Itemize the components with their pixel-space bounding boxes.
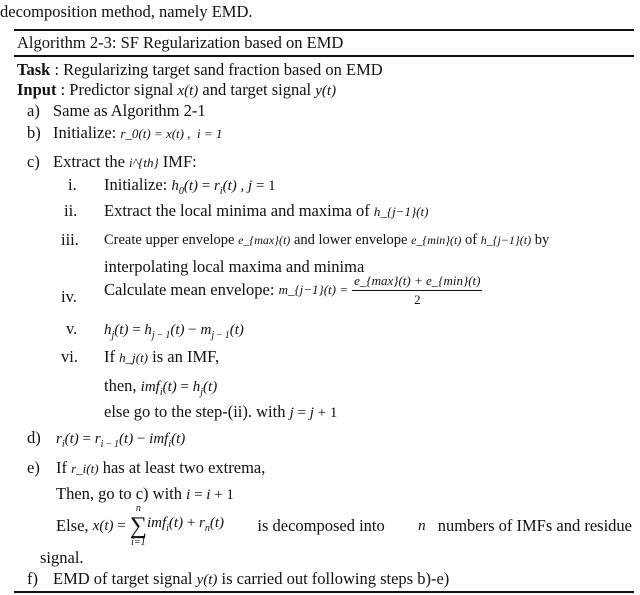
step-d — [56, 428, 185, 455]
step-marker: d) — [27, 428, 41, 447]
math-expr: r_0(t) = x(t) , i = 1 — [120, 126, 223, 141]
step-text: EMD of target signal — [53, 569, 197, 588]
step-c — [53, 152, 197, 173]
title-rule — [14, 55, 634, 57]
step-text: else go to the step-(ii). with — [104, 402, 290, 421]
step-c-ii — [104, 201, 428, 222]
input-text: : Predictor signal — [56, 80, 178, 99]
step-marker: e) — [27, 458, 40, 477]
step-marker: c) — [27, 152, 40, 171]
step-marker: ii. — [64, 201, 78, 220]
step-text: IMF: — [158, 152, 197, 171]
step-text: Extract the local minima and maxima of — [104, 201, 374, 220]
step-text: numbers of IMFs and residue — [433, 516, 632, 535]
summation-icon: n ∑ i=1 — [129, 503, 147, 548]
step-text: signal. — [40, 548, 84, 567]
math-expr: e_{max}(t) — [238, 233, 291, 247]
math-expr: j = j + 1 — [289, 405, 338, 421]
step-text: Initialize: — [53, 123, 121, 142]
step-marker: b) — [27, 123, 41, 142]
math-expr: $imf_i(t) + r_n(t)$ — [146, 515, 225, 534]
step-c-vi-else — [104, 402, 337, 423]
math-expr: r_i(t) — [71, 461, 99, 476]
sum-lower-limit: i=1 — [131, 537, 146, 548]
step-c-vi — [104, 347, 219, 368]
step-f — [53, 569, 449, 590]
table-bottom-rule — [14, 591, 634, 593]
step-text: is decomposed into — [253, 516, 389, 535]
step-b — [53, 123, 222, 144]
step-c-iii — [104, 230, 549, 250]
math-expr: $h_j(t) = h_{j - 1}(t) - m_{j - 1}(t)$ — [104, 322, 244, 341]
step-text: interpolating local maxima and minima — [104, 257, 365, 276]
math-expr: n — [418, 518, 426, 534]
input-text: and target signal — [198, 80, 316, 99]
math-expr: y(t) — [196, 572, 218, 588]
step-c-i — [104, 175, 276, 202]
step-text: If — [104, 347, 120, 366]
math-expr: $r_i(t) = r_{i - 1}(t) - imf_i(t)$ — [56, 431, 186, 450]
step-marker: iii. — [61, 230, 79, 249]
step-text: is carried out following steps b)-e) — [217, 569, 450, 588]
step-text: If — [56, 458, 72, 477]
step-text: is an IMF, — [148, 347, 220, 366]
step-text: has at least two extrema, — [98, 458, 266, 477]
step-c-v — [104, 319, 244, 346]
math-expr: h_{j−1}(t) — [373, 204, 429, 219]
math-expr: h_j(t) — [119, 350, 149, 365]
step-marker: f) — [27, 569, 38, 588]
step-e-else — [56, 503, 632, 549]
math-expr: e_{min}(t) — [411, 233, 462, 247]
step-text: Initialize: — [104, 175, 172, 194]
math-expr: i^{th} — [129, 155, 159, 170]
step-a-text: Same as Algorithm 2-1 — [53, 101, 206, 120]
step-marker: v. — [66, 319, 78, 338]
algorithm-title: Algorithm 2-3: SF Regularization based on EMD — [17, 33, 344, 52]
step-text: by — [531, 232, 550, 248]
step-text: Then, go to c) with — [56, 484, 187, 503]
table-top-rule — [14, 29, 634, 31]
task-label: Task — [17, 60, 51, 79]
step-text: then, — [104, 376, 141, 395]
step-marker: i. — [68, 175, 77, 194]
input-label: Input — [17, 80, 57, 99]
step-text: Calculate mean envelope: — [104, 280, 279, 300]
math-expr: h_{j−1}(t) — [480, 233, 532, 247]
math-y: y(t) — [315, 83, 337, 99]
step-marker: a) — [27, 101, 40, 120]
math-expr: $h_0(t) = r_i(t)$ , j = 1 — [171, 178, 276, 197]
step-text: and lower envelope — [290, 232, 412, 248]
step-text: of — [461, 232, 481, 248]
intro-text: decomposition method, namely EMD. — [0, 2, 253, 21]
task-text: : Regularizing target sand fraction based on EMD — [50, 60, 383, 79]
math-expr: x(t) = — [92, 518, 126, 534]
step-c-vi-then — [104, 376, 217, 403]
step-marker: vi. — [61, 347, 78, 366]
step-text: Else, — [56, 516, 89, 535]
input-line — [17, 80, 336, 101]
math-expr: i = i + 1 — [186, 487, 234, 503]
step-c-iv — [104, 270, 482, 309]
fraction — [352, 272, 482, 309]
task-line — [17, 60, 383, 80]
step-e-then — [56, 484, 234, 505]
fraction-numerator: e_{max}(t) + e_{min}(t) — [352, 272, 482, 291]
step-text: Extract the — [53, 152, 130, 171]
math-expr: m_{j−1}(t) = — [278, 282, 349, 298]
fraction-denominator: 2 — [414, 291, 421, 307]
step-e — [56, 458, 265, 479]
sum-upper-limit: n — [135, 503, 141, 514]
math-expr: $imf_i(t) = h_j(t)$ — [140, 379, 218, 398]
step-marker: iv. — [61, 287, 77, 306]
step-text: Create upper envelope — [104, 232, 239, 248]
math-x: x(t) — [177, 83, 199, 99]
